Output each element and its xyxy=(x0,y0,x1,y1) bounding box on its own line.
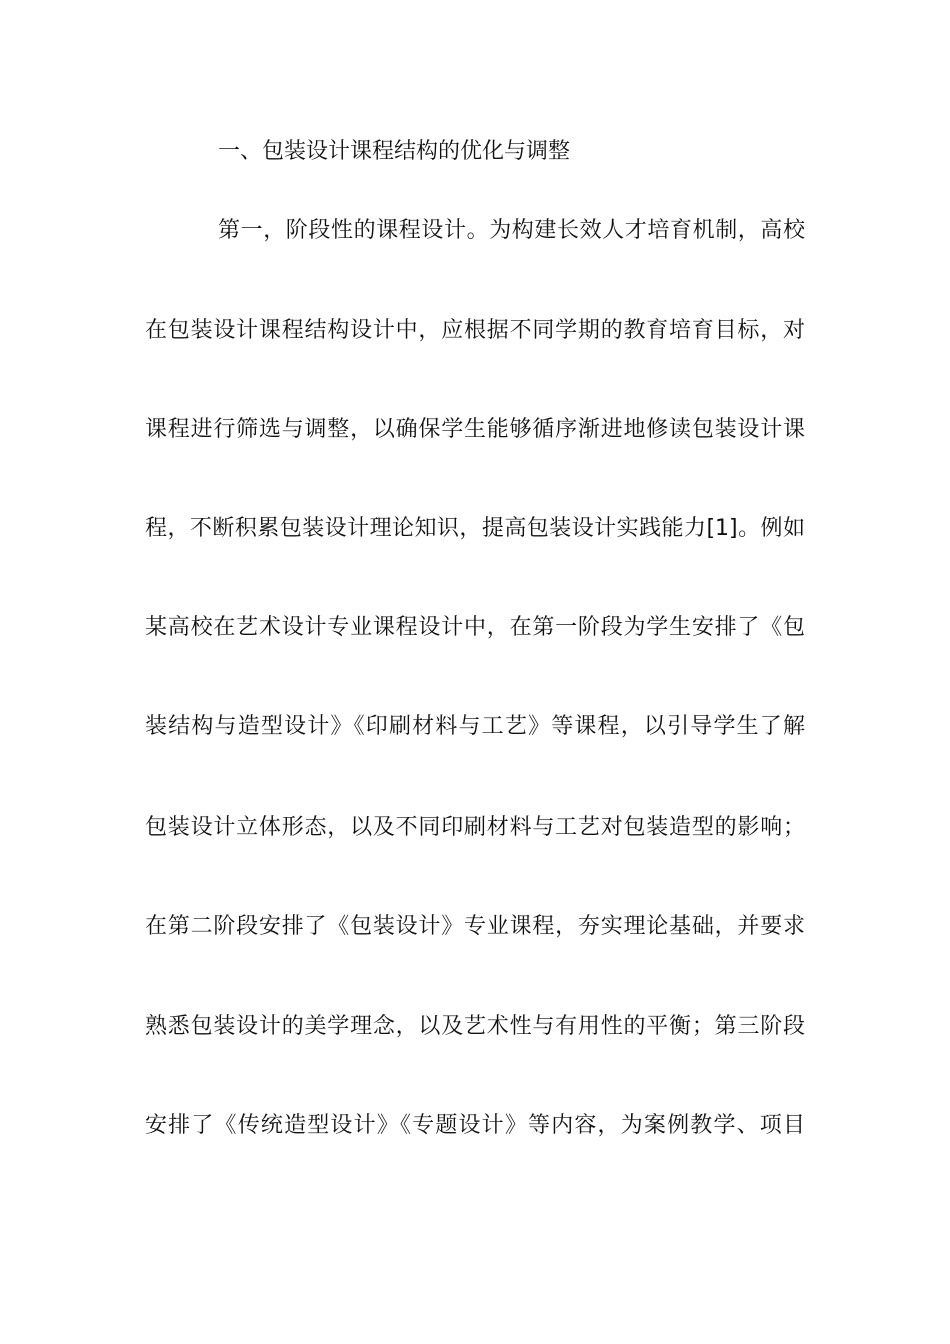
paragraph-line: 熟悉包装设计的美学理念，以及艺术性与有用性的平衡；第三阶段 xyxy=(145,1014,805,1039)
paragraph-line: 在第二阶段安排了《包装设计》专业课程，夯实理论基础，并要求 xyxy=(145,914,805,939)
paragraph-line: 安排了《传统造型设计》《专题设计》等内容，为案例教学、项目 xyxy=(145,1113,805,1138)
paragraph-line: 装结构与造型设计》《印刷材料与工艺》等课程，以引导学生了解 xyxy=(145,714,805,739)
paragraph-line: 第一，阶段性的课程设计。为构建长效人才培育机制，高校 xyxy=(218,218,805,243)
paragraph-line: 课程进行筛选与调整，以确保学生能够循序渐进地修读包装设计课 xyxy=(145,417,805,442)
paragraph-line: 包装设计立体形态，以及不同印刷材料与工艺对包装造型的影响； xyxy=(145,815,805,840)
paragraph-line: 程，不断积累包装设计理论知识，提高包装设计实践能力[1]。例如 xyxy=(145,516,805,541)
section-heading: 一、包装设计课程结构的优化与调整 xyxy=(218,139,571,164)
paragraph-line: 某高校在艺术设计专业课程设计中，在第一阶段为学生安排了《包 xyxy=(145,615,805,640)
paragraph-line: 在包装设计课程结构设计中，应根据不同学期的教育培育目标，对 xyxy=(145,318,805,343)
